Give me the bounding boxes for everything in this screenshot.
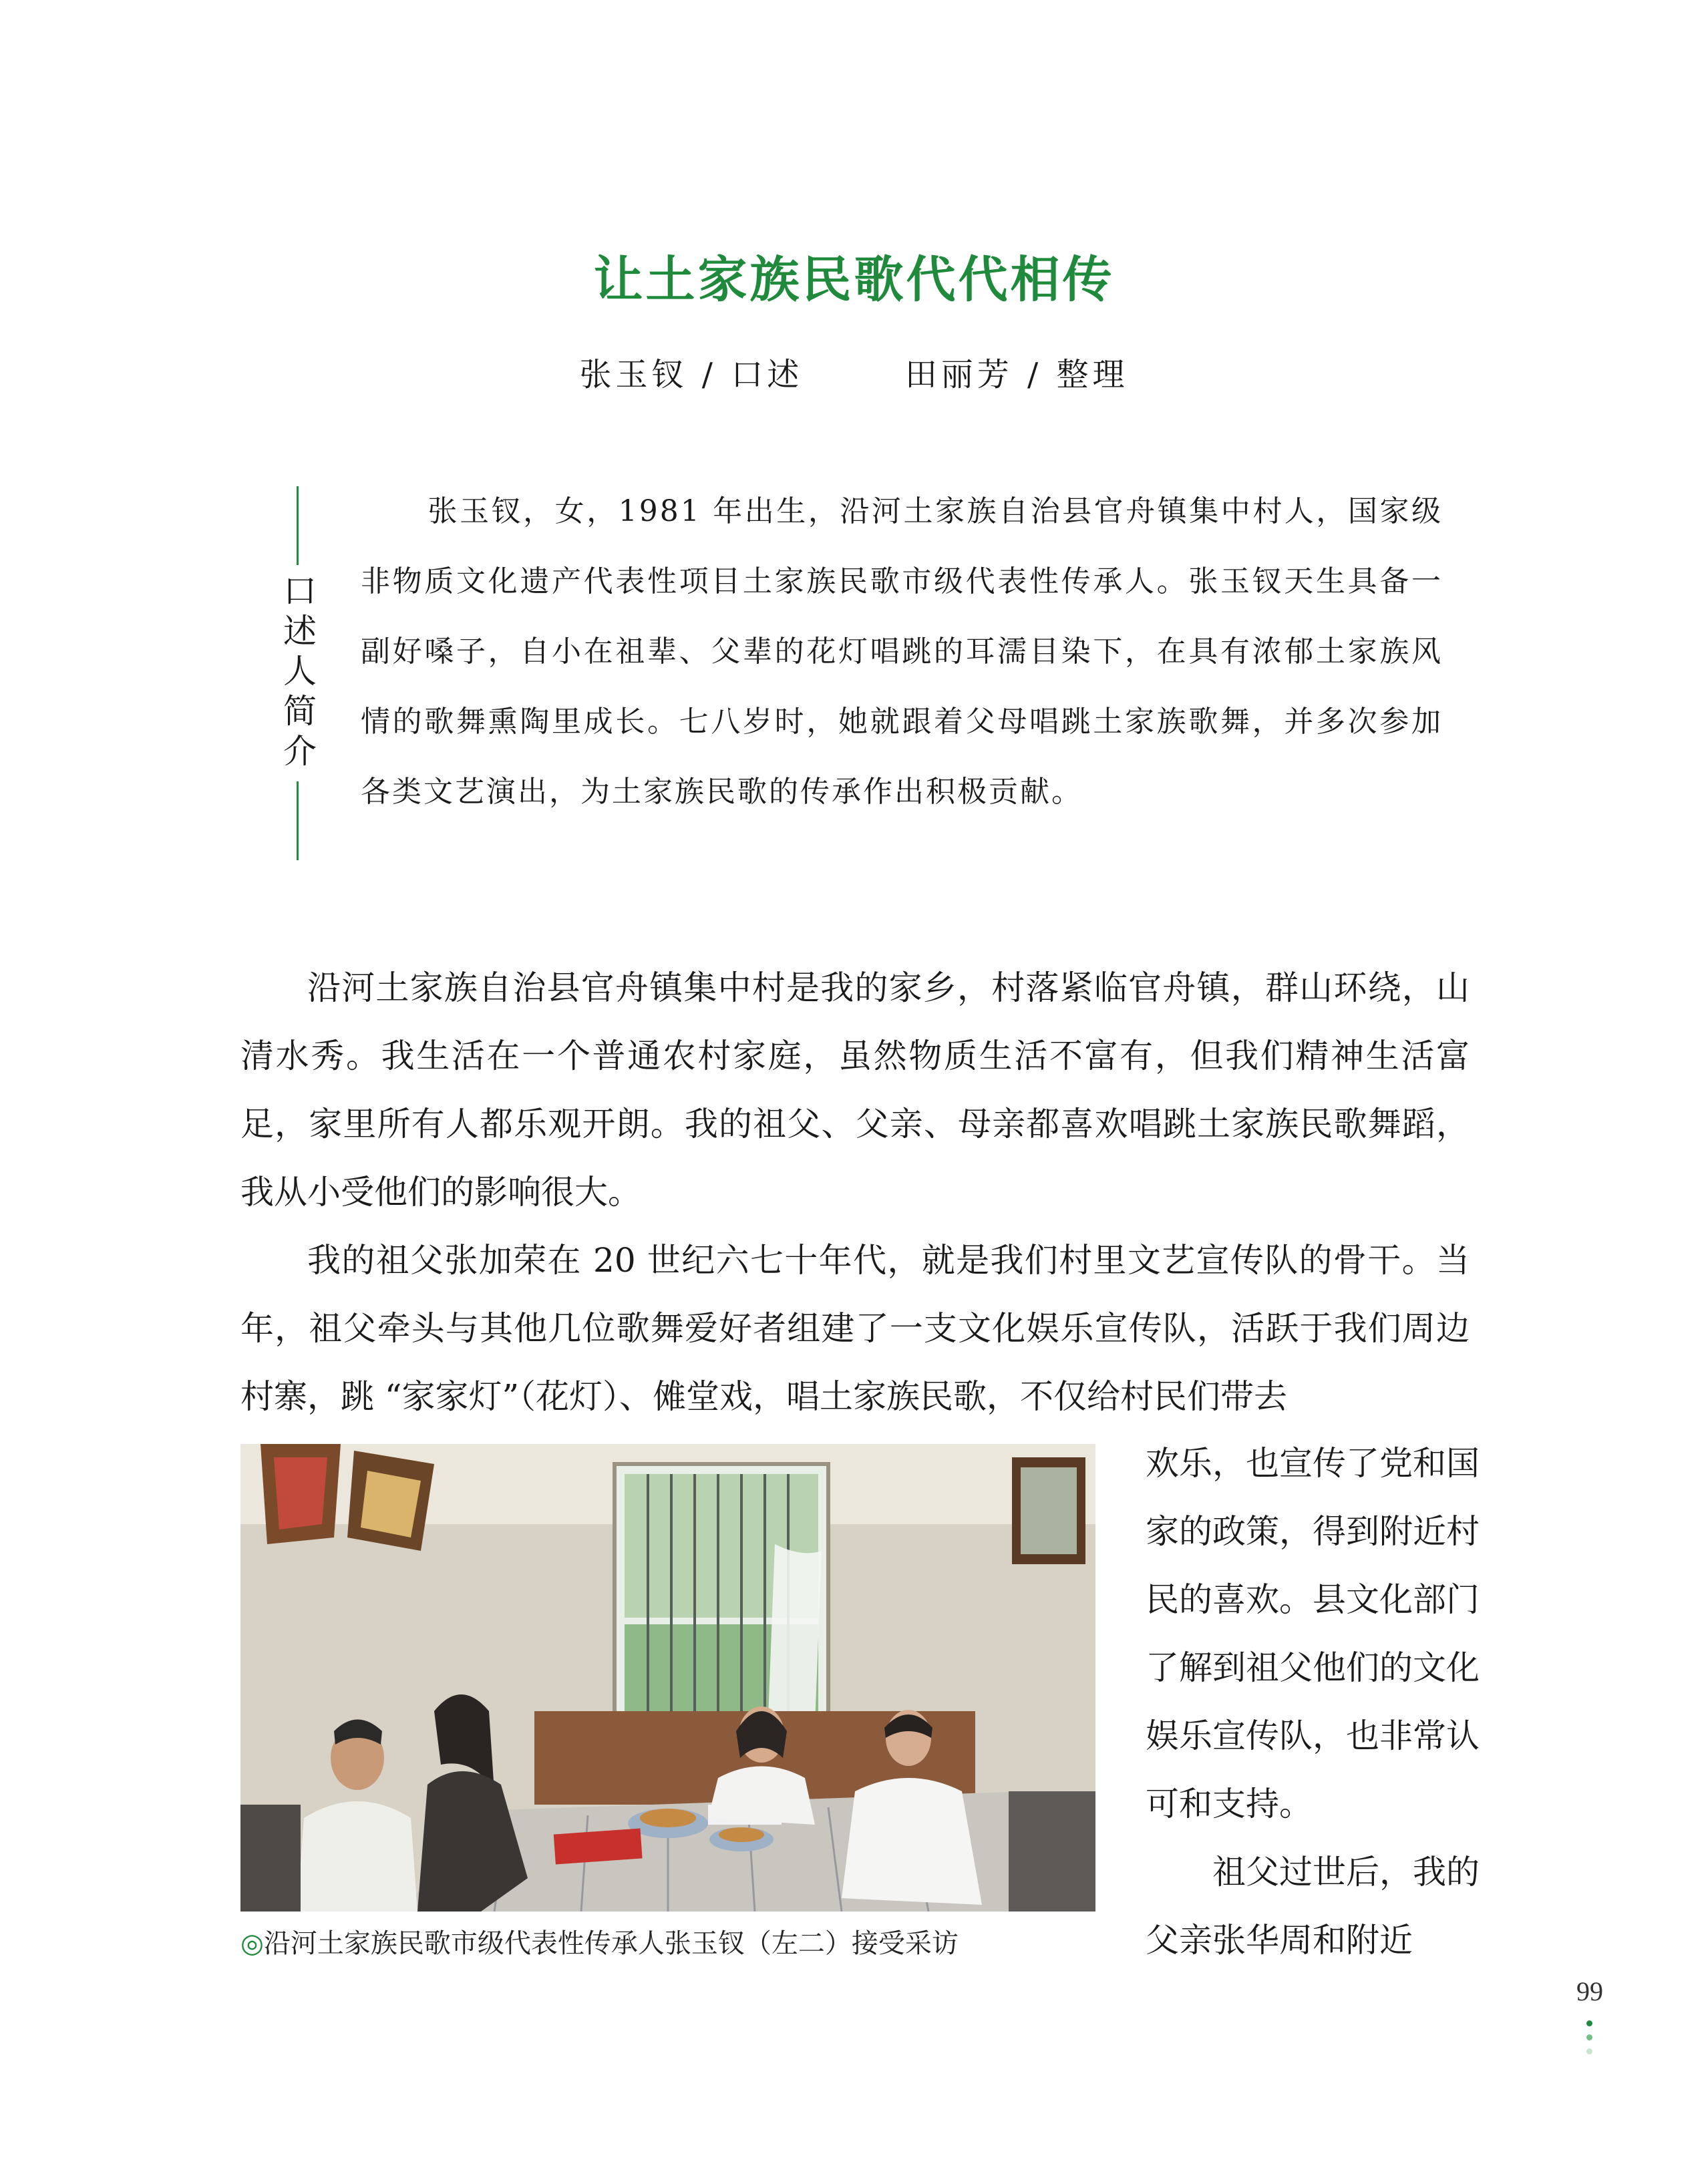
narrator-credit: 张玉钗 / 口述 bbox=[579, 356, 804, 393]
decorative-dots bbox=[1586, 2020, 1593, 2062]
narrator-bio: 张玉钗，女，1981 年出生，沿河土家族自治县官舟镇集中村人，国家级非物质文化遗产代表性项目土家族民歌市级代表性传承人。张玉钗天生具备一副好嗓子，自小在祖辈、父辈的花灯唱跳的耳濡目染下，在具有浓郁土家族风情的歌舞熏陶里成长。七八岁时，她就跟着父母唱跳土家族歌舞，并多次参加各类文艺演出，为土家族民歌的传承作出积极贡献。 bbox=[361, 494, 1443, 809]
page-number: 99 bbox=[1576, 1976, 1603, 2006]
body-paragraph: 沿河土家族自治县官舟镇集中村是我的家乡，村落紧临官舟镇，群山环绕，山清水秀。我生活在一个普通农村家庭，虽然物质生活不富有，但我们精神生活富足，家里所有人都乐观开朗。我的祖父、父亲、母亲都喜欢唱跳土家族民歌舞蹈，我从小受他们的影响很大。 bbox=[240, 968, 1470, 1212]
editor-credit: 田丽芳 / 整理 bbox=[904, 356, 1129, 393]
narrator-intro-tab bbox=[267, 486, 327, 860]
caption-text: 沿河土家族民歌市级代表性传承人张玉钗（左二）接受采访 bbox=[263, 1928, 959, 1959]
article-title: 让土家族民歌代代相传 bbox=[593, 251, 1115, 309]
wrapped-text-column bbox=[1146, 1429, 1480, 1974]
narrator-intro-label: 口述人简介 bbox=[278, 573, 317, 773]
caption-marker: ◎ bbox=[240, 1928, 264, 1959]
divider bbox=[297, 781, 299, 860]
photo-caption bbox=[240, 1922, 1109, 1960]
article-body bbox=[240, 954, 1470, 1431]
body-paragraph: 祖父过世后，我的父亲张华周和附近 bbox=[1146, 1853, 1480, 1960]
body-paragraph: 欢乐，也宣传了党和国家的政策，得到附近村民的喜欢。县文化部门了解到祖父他们的文化娱乐宣传队，也非常认可和支持。 bbox=[1146, 1444, 1480, 1823]
interview-photo bbox=[240, 1444, 1095, 1912]
body-paragraph: 我的祖父张加荣在 20 世纪六七十年代，就是我们村里文艺宣传队的骨干。当年，祖父牵头与其他几位歌舞爱好者组建了一支文化娱乐宣传队，活跃于我们周边村寨，跳 “家家灯”（花灯）、傩堂戏，唱土家族民歌，不仅给村民们带去 bbox=[240, 1241, 1470, 1416]
divider bbox=[297, 486, 299, 565]
byline bbox=[0, 349, 1708, 395]
